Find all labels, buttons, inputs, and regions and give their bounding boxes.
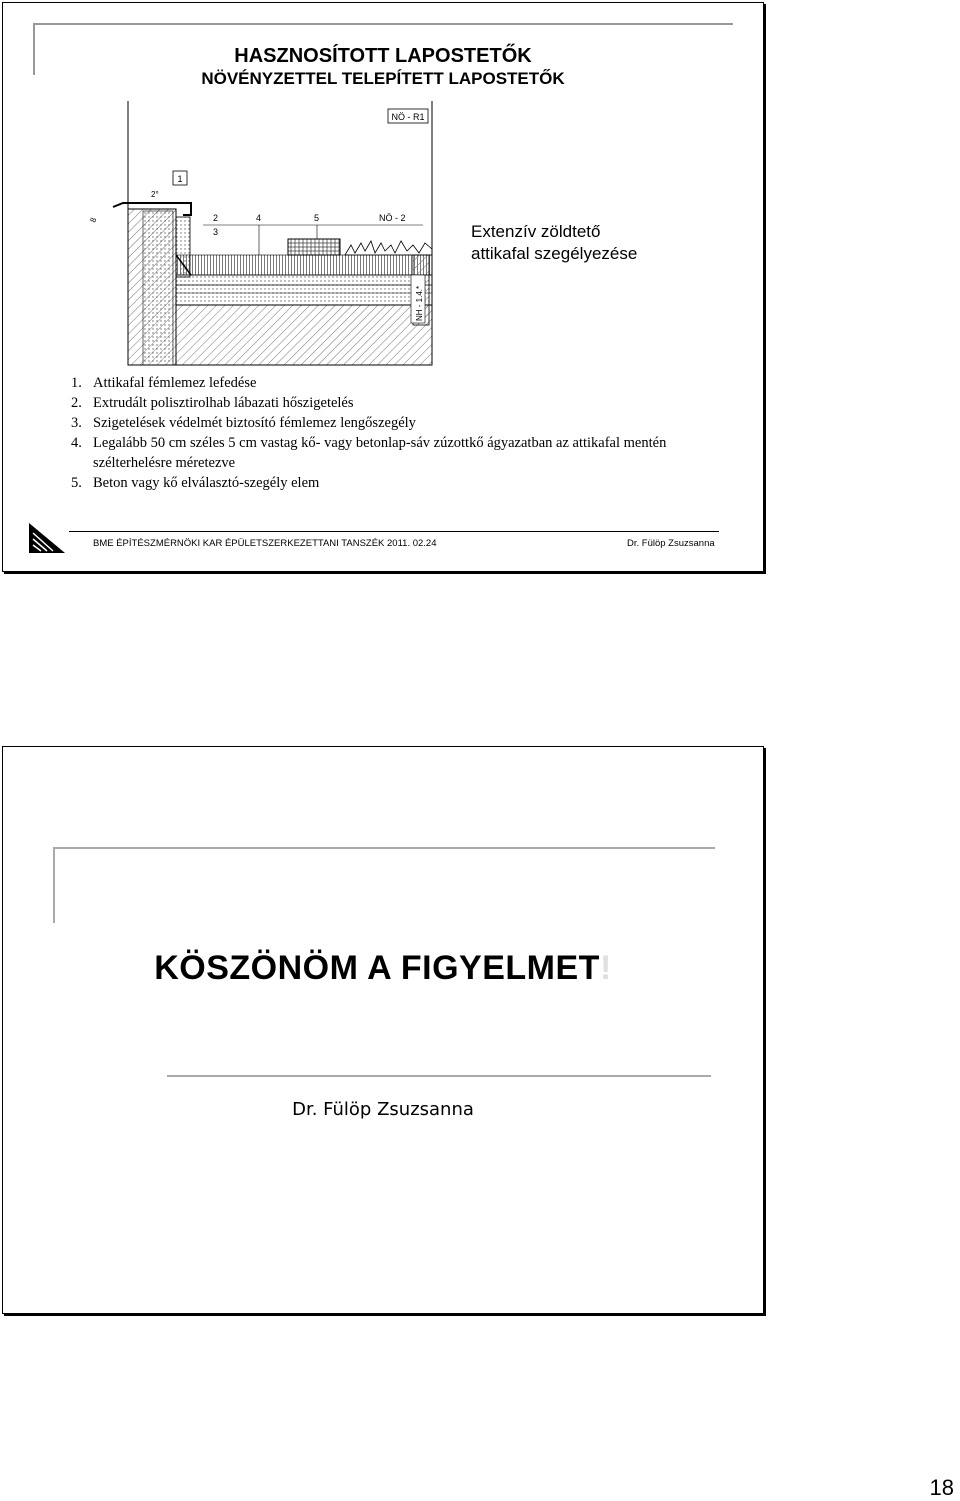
footer-author: Dr. Fülöp Zsuzsanna [627, 538, 715, 549]
footer-divider [69, 531, 719, 532]
corner-line-horizontal [53, 847, 715, 849]
author-divider [167, 1075, 711, 1077]
slide-1 [2, 2, 764, 572]
legend-list [71, 373, 731, 493]
roof-detail-drawing [83, 99, 443, 367]
label-nh: NH - 1.4.* [415, 285, 424, 321]
label-dim-2: 2° [151, 190, 159, 199]
list-item: 3. Szigetelések védelmét biztosító fémlemez lengőszegély [71, 415, 416, 431]
author-name: Dr. Fülöp Zsuzsanna [292, 1099, 474, 1120]
label-3: 3 [213, 227, 219, 237]
label-no-2: NÖ - 2 [379, 213, 406, 223]
label-no-r1: NÖ - R1 [391, 112, 425, 122]
corner-line-vertical [53, 847, 55, 923]
slide-subtitle: NÖVÉNYZETTEL TELEPÍTETT LAPOSTETŐK [201, 69, 565, 88]
thanks-heading: KÖSZÖNÖM A FIGYELMET! [154, 949, 612, 987]
list-item: 5. Beton vagy kő elválasztó-szegély elem [71, 475, 320, 491]
slide-title: HASZNOSÍTOTT LAPOSTETŐK [234, 45, 532, 67]
caption-line-2: attikafal szegélyezése [471, 244, 638, 263]
caption-line-1: Extenzív zöldtető [471, 222, 601, 241]
slide-2 [2, 746, 764, 1314]
page-number: 18 [929, 1475, 954, 1500]
label-4: 4 [256, 213, 262, 223]
label-5: 5 [314, 213, 320, 223]
list-item: 4. Legalább 50 cm széles 5 cm vastag kő- vagy betonlap-sáv zúzottkő ágyazatban az attikafal mentén szélterhelésre méretezve [71, 435, 667, 471]
footer-institution: BME ÉPÍTÉSZMÉRNÖKI KAR ÉPÜLETSZERKEZETTANI TANSZÉK 2011. 02.24 [93, 538, 437, 549]
faculty-logo [29, 523, 65, 553]
list-item: 1. Attikafal fémlemez lefedése [71, 375, 257, 391]
label-1: 1 [177, 174, 183, 184]
list-item: 2. Extrudált polisztirolhab lábazati hőszigetelés [71, 395, 354, 411]
label-2: 2 [213, 213, 219, 223]
label-dim-8: 8 [88, 216, 99, 224]
corner-line-horizontal [33, 23, 733, 25]
